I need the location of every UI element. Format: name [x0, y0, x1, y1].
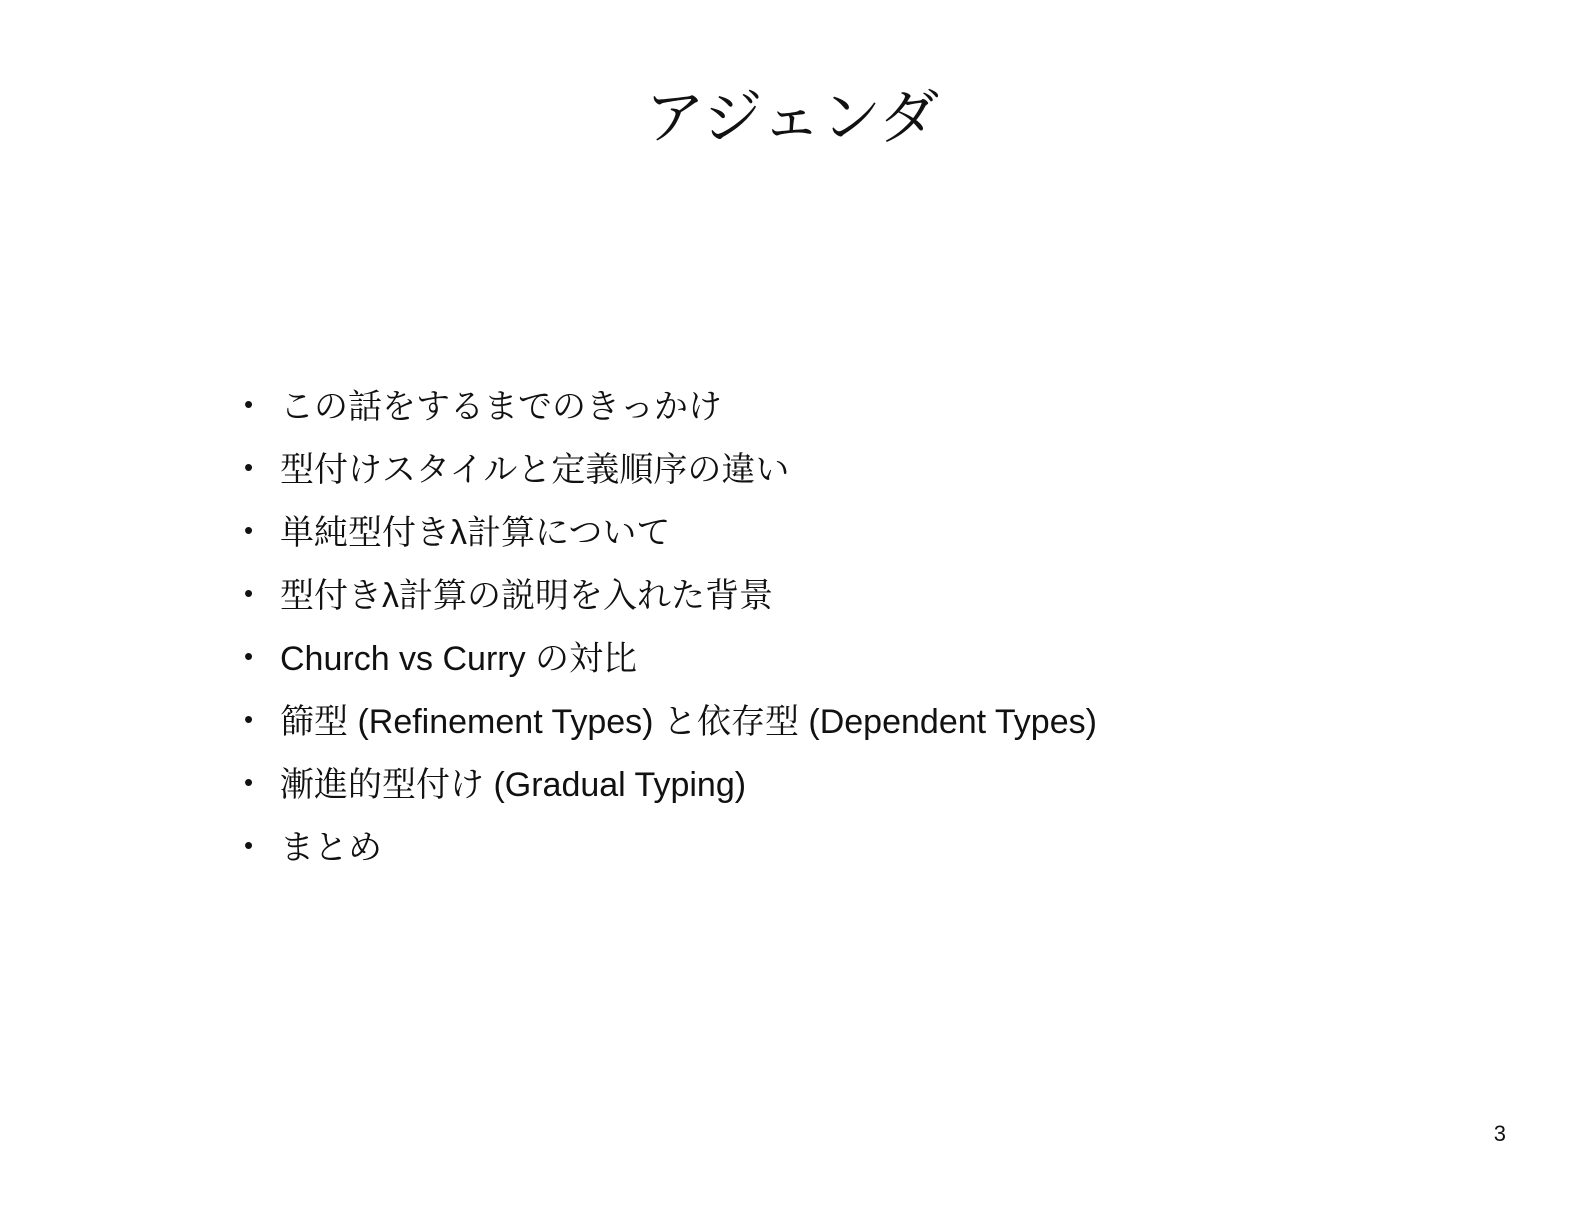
bullet-icon: •: [244, 830, 254, 860]
bullet-icon: •: [244, 704, 254, 734]
list-item-text: 型付けスタイルと定義順序の違い: [280, 451, 790, 489]
list-item: [244, 754, 1444, 817]
list-item-text: まとめ: [280, 829, 382, 867]
page-number: 3: [1493, 1121, 1506, 1146]
list-item-text: 型付きλ計算の説明を入れた背景: [280, 577, 773, 615]
bullet-icon: •: [244, 389, 254, 419]
list-item-text: Church vs Curry の対比: [280, 640, 638, 678]
bullet-icon: •: [244, 767, 254, 797]
list-item: [244, 817, 1444, 880]
list-item: [244, 565, 1444, 628]
list-item-text: 篩型 (Refinement Types) と依存型 (Dependent Types): [280, 703, 1097, 741]
slide-title: アジェンダ: [645, 84, 939, 151]
agenda-list: [244, 376, 1444, 880]
list-item-text: 単純型付きλ計算について: [280, 514, 671, 552]
list-item-text: この話をするまでのきっかけ: [280, 388, 722, 426]
list-item: [244, 376, 1444, 439]
bullet-icon: •: [244, 452, 254, 482]
list-item: [244, 439, 1444, 502]
bullet-icon: •: [244, 515, 254, 545]
list-item-text: 漸進的型付け (Gradual Typing): [280, 766, 747, 804]
list-item: [244, 628, 1444, 691]
bullet-icon: •: [244, 578, 254, 608]
list-item: [244, 502, 1444, 565]
bullet-icon: •: [244, 641, 254, 671]
list-item: [244, 691, 1444, 754]
